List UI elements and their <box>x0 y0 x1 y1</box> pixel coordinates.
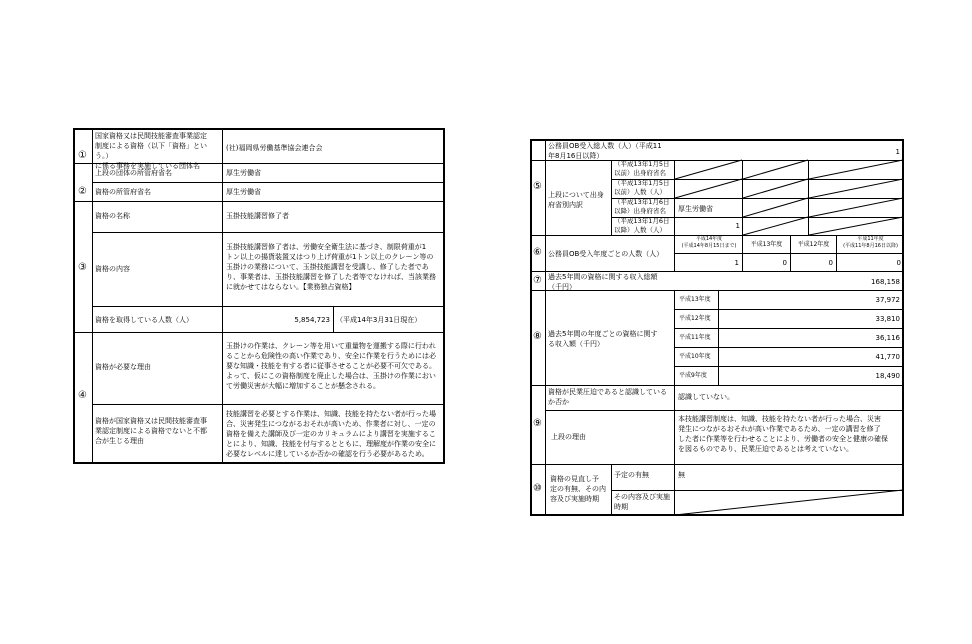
row-number-5: ⑤ <box>533 181 542 192</box>
row-number-9: ⑨ <box>533 418 542 429</box>
revenue-total-label: 過去5年間の資格に関する収入総額 （千円） <box>548 273 658 291</box>
revenue-year-2: 平成12年度 <box>679 315 711 322</box>
review-plan-exists-value: 無 <box>678 471 685 479</box>
ministry-value: 厚生労働省 <box>226 188 261 196</box>
ob-total-label: 公務員OB受入総人数（人）（平成11 年8月16日以降） <box>548 142 662 160</box>
row-number-7: ⑦ <box>533 275 542 286</box>
breakdown-item-4-label: （平成13年1月6日 以降）人数（人） <box>614 217 670 234</box>
revenue-year-5: 平成9年度 <box>679 372 707 379</box>
review-plan-detail-label: その内容及び実施 時期 <box>614 493 670 511</box>
row-number-6: ⑥ <box>533 247 542 258</box>
ob-year-value-4: 0 <box>896 259 901 267</box>
inconvenience-value: 技能講習を必要とする作業は、知識、技能を持たない者が行った場 合、災害発生につながるおそれが高いため、作業者に対し、一定の 資格を備えた講師及び一定のカリキュラムにより講習を実施するこ とにより、知識、技能を付与するとともに、理解度が作業の安全に 必要なレベルに達しているか否かの確認を行う必要があるため。 <box>226 410 436 458</box>
competition-question-value: 認識していない。 <box>678 393 734 401</box>
breakdown-item-2-label: （平成13年1月5日 以前）人数（人） <box>614 179 670 196</box>
revenue-total-value: 168,158 <box>871 278 900 286</box>
necessity-value: 玉掛けの作業は、クレーン等を用いて重量物を運搬する際に行われ ることから危険性の高い作業であり、安全に作業を行うためには必 要な知識・技能を有する者に従事させることが必要不可欠である。 よって、仮にこの資格制度を廃止した場合は、玉掛けの作業におい て労働災害が大幅に増加することが懸念される。 <box>226 342 436 390</box>
ob-year-header-1: 平成14年度 (平成14年8月15日まで) <box>681 236 737 249</box>
revenue-value-3: 36,116 <box>875 334 900 342</box>
qualification-name-value: 玉掛技能講習修了者 <box>226 212 289 220</box>
row-number-1: ① <box>78 150 87 161</box>
ob-year-value-3: 0 <box>828 259 833 267</box>
revenue-value-1: 37,972 <box>875 296 900 304</box>
revenue-yearly-label: 過去5年間の年度ごとの資格に関す る収入額（千円） <box>548 330 658 348</box>
holders-note: （平成14年3月31日現在） <box>336 316 422 324</box>
ob-year-header-3: 平成12年度 <box>797 241 830 248</box>
revenue-year-1: 平成13年度 <box>679 296 711 303</box>
organization-value: (社)福岡県労働基準協会連合会 <box>226 144 323 152</box>
qualification-content-label: 資格の内容 <box>95 265 130 273</box>
ob-year-header-4: 平成11年度 (平成11年8月16日以降) <box>843 236 898 249</box>
organization-ministry-label: 上段の団体の所管府省名 <box>95 169 172 177</box>
ministry-label: 資格の所管府省名 <box>95 188 151 196</box>
competition-question-label: 資格が民業圧迫であると認識している か否か <box>548 388 667 406</box>
holders-label: 資格を取得している人数（人） <box>95 316 193 324</box>
qualification-name-label: 資格の名称 <box>95 212 130 220</box>
ob-year-header-2: 平成13年度 <box>750 241 783 248</box>
revenue-value-5: 18,490 <box>875 372 900 380</box>
competition-reason-value: 本技能講習制度は、知識、技能を持たない者が行った場合、災害 発生につながるおそれが高い作業であるため、一定の講習を修了 した者に作業等を行わせることにより、労働者の安全と健康の確保 を図るものであり、民業圧迫であるとは考えていない。 <box>678 415 888 453</box>
row-number-2: ② <box>78 186 87 197</box>
row-number-4: ④ <box>78 390 87 401</box>
review-plan-exists-label: 予定の有無 <box>614 471 649 479</box>
revenue-year-4: 平成10年度 <box>679 353 711 360</box>
ob-year-value-2: 0 <box>782 259 787 267</box>
necessity-label: 資格が必要な理由 <box>95 363 151 371</box>
inconvenience-label: 資格が国家資格又は民間技能審査事 業認定制度による資格でないと不都 合が生じる理由 <box>95 417 207 445</box>
ob-total-value: 1 <box>895 148 900 156</box>
row-number-8: ⑧ <box>533 331 542 342</box>
breakdown-label: 上段について出身 府省別内訳 <box>548 191 604 209</box>
competition-reason-label: 上段の理由 <box>551 433 586 441</box>
breakdown-item-3-label: （平成13年1月6日 以降）出身府省名 <box>614 198 670 215</box>
revenue-year-3: 平成11年度 <box>679 334 711 341</box>
qualification-content-value: 玉掛技能講習修了者は、労働安全衛生法に基づき、制限荷重が1 トン以上の揚貨装置又はつり上げ荷重が1トン以上のクレーン等の 玉掛けの業務について、玉掛技能講習を受講し、修了した者であ り、事業者は、玉掛技能講習を修了した者等でなければ、当該業務 に就かせてはならない。【業務独占資格】 <box>226 243 436 291</box>
revenue-value-4: 41,770 <box>875 353 900 361</box>
breakdown-item-3-value: 厚生労働省 <box>678 205 713 213</box>
breakdown-item-4-value: 1 <box>735 222 740 230</box>
holders-value: 5,854,723 <box>294 316 330 324</box>
breakdown-item-1-label: （平成13年1月5日 以前）出身府省名 <box>614 160 670 177</box>
organization-label: 国家資格又は民間技能審査事業認定 制度による資格（以下「資格」という。） に係る事務を実施している団体名 <box>95 132 207 170</box>
ob-yearly-label: 公務員OB受入年度ごとの人数（人） <box>548 250 664 258</box>
organization-ministry-value: 厚生労働省 <box>226 169 261 177</box>
ob-year-value-1: 1 <box>734 259 739 267</box>
row-number-10: ⑩ <box>533 483 542 494</box>
revenue-value-2: 33,810 <box>875 315 900 323</box>
review-plan-label: 資格の見直し予 定の有無、その内 容及び実施時期 <box>550 475 606 503</box>
row-number-3: ③ <box>78 262 87 273</box>
